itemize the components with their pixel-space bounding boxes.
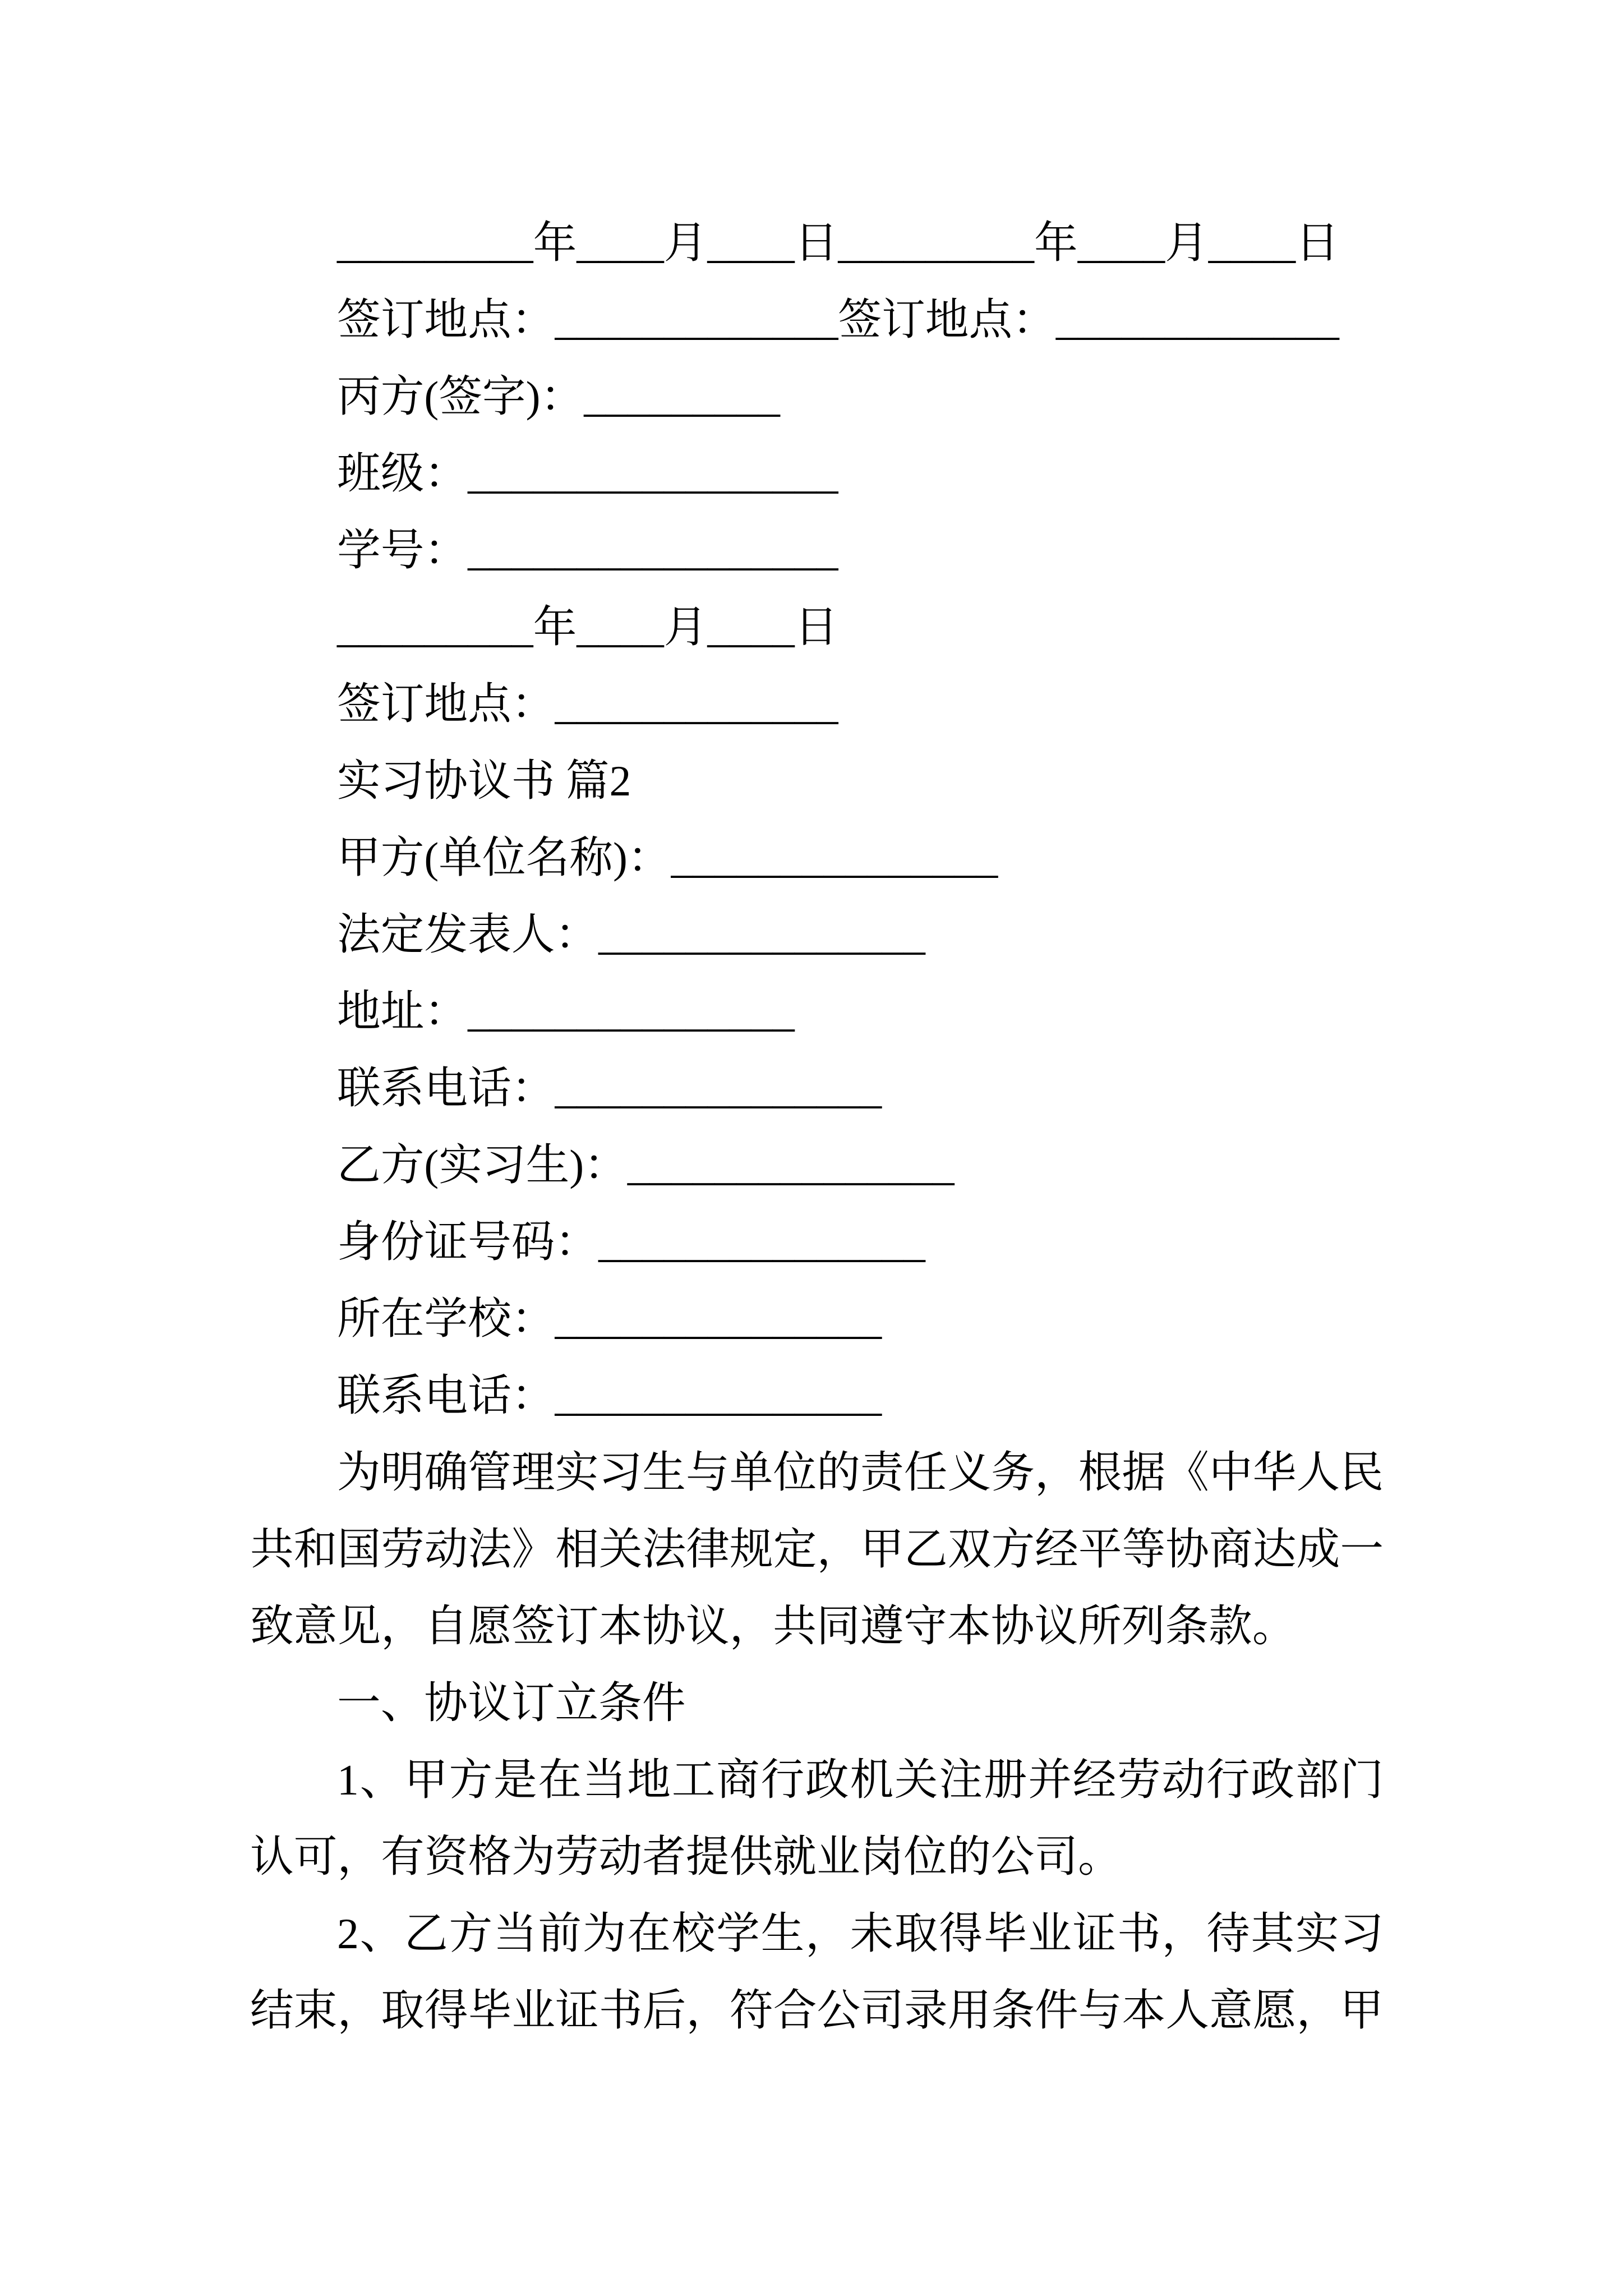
preamble-line: 共和国劳动法》相关法律规定，甲乙双方经平等协商达成一 (250, 1525, 1384, 1573)
party-b-name-label: 乙方(实习生)： (337, 1141, 628, 1189)
preamble-line: 致意见，自愿签订本协议，共同遵守本协议所列条款。 (250, 1602, 1296, 1650)
party-b-school-label: 所在学校： (337, 1295, 555, 1343)
section-heading: 一、协议订立条件 (337, 1679, 686, 1727)
party-a-address-blank: _______________ (468, 987, 795, 1036)
party-a-legal-representative-blank: _______________ (598, 910, 925, 959)
clause-1-line: 认可，有资格为劳动者提供就业岗位的公司。 (250, 1833, 1122, 1881)
party-a-name-label: 甲方(单位名称)： (337, 834, 671, 882)
party-b-school-row (250, 1281, 1384, 1358)
party-c-place-label: 签订地点： (337, 680, 555, 728)
party-a-name-blank: _______________ (671, 834, 998, 882)
party-c-student-id-blank: _________________ (468, 526, 838, 574)
party-b-phone-label: 联系电话： (337, 1372, 555, 1420)
party-b-school-blank: _______________ (555, 1295, 882, 1343)
party-b-id-number-label: 身份证号码： (337, 1218, 599, 1266)
preamble-line: 为明确管理实习生与单位的责任义务，根据《中华人民 (337, 1448, 1384, 1497)
clause-2-line: 2、乙方当前为在校学生，未取得毕业证书，待其实习 (337, 1910, 1384, 1958)
party-b-phone-blank: _______________ (555, 1372, 882, 1420)
party-a-address-label: 地址： (337, 987, 468, 1036)
signing-place-blank-1: _____________ (555, 296, 838, 344)
signing-date-line: _________年____月____日_________年____月____日 (337, 219, 1339, 267)
party-a-address-row (250, 973, 1384, 1050)
clause-1-line: 1、甲方是在当地工商行政机关注册并经劳动行政部门 (337, 1756, 1384, 1804)
party-a-legal-representative-row (250, 896, 1384, 973)
party-b-id-number-row (250, 1204, 1384, 1281)
party-a-phone-row (250, 1050, 1384, 1127)
party-c-class-label: 班级： (337, 449, 468, 498)
agreement-title: 实习协议书 篇2 (337, 757, 631, 805)
clause-2-line: 结束，取得毕业证书后，符合公司录用条件与本人意愿，甲 (250, 1986, 1384, 2035)
party-c-student-id-label: 学号： (337, 526, 468, 574)
party-a-phone-blank: _______________ (555, 1064, 882, 1112)
party-b-phone-row (250, 1358, 1384, 1434)
party-c-date-line: _________年____月____日 (337, 603, 838, 651)
party-a-phone-label: 联系电话： (337, 1064, 555, 1112)
party-c-place-row (250, 666, 1384, 743)
signing-place-label-1: 签订地点： (337, 296, 555, 344)
party-a-name-row (250, 820, 1384, 896)
party-b-id-number-blank: _______________ (598, 1218, 925, 1266)
signing-place-row (250, 282, 1384, 358)
party-b-name-row (250, 1127, 1384, 1204)
party-c-student-id-row (250, 512, 1384, 589)
signing-place-blank-2: _____________ (1055, 296, 1339, 344)
party-c-class-blank: _________________ (468, 449, 838, 498)
party-b-name-blank: _______________ (627, 1141, 955, 1189)
party-a-legal-representative-label: 法定发表人： (337, 910, 599, 959)
party-c-signature-row (250, 358, 1384, 435)
party-c-signature-blank: _________ (584, 372, 780, 421)
party-c-place-blank: _____________ (555, 680, 838, 728)
party-c-class-row (250, 435, 1384, 512)
signing-place-label-2: 签订地点： (838, 296, 1056, 344)
party-c-signature-label: 丙方(签字)： (337, 372, 584, 421)
